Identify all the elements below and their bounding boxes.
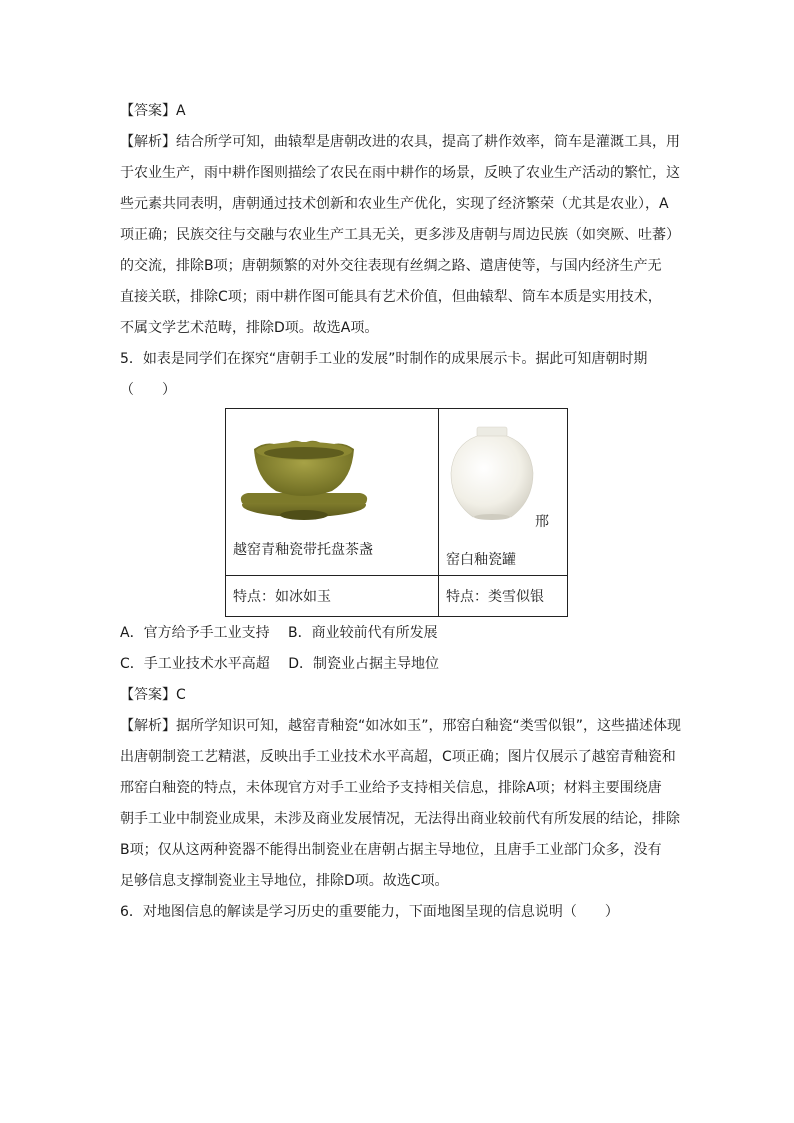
document-body-lower xyxy=(120,618,680,928)
q5-analysis-line: 出唐朝制瓷工艺精湛，反映出手工业技术水平高超，C项正确；图片仅展示了越窑青釉瓷和 xyxy=(120,749,676,765)
q4-analysis-line: 直接关联，排除C项；雨中耕作图可能具有艺术价值，但曲辕犁、筒车本质是实用技术， xyxy=(120,289,662,305)
q5-analysis-line: B项；仅从这两种瓷器不能得出制瓷业在唐朝占据主导地位，且唐手工业部门众多，没有 xyxy=(120,842,662,858)
yue-kiln-caption: 越窑青釉瓷带托盘茶盏 xyxy=(233,542,373,558)
q4-answer: 【答案】A xyxy=(120,103,186,119)
q5-stem-bracket: （ ） xyxy=(120,382,176,398)
celadon-tea-bowl-icon xyxy=(234,427,374,527)
yue-kiln-feature: 特点：如冰如玉 xyxy=(226,576,439,617)
showcase-card-table xyxy=(225,408,568,617)
q4-analysis-line: 于农业生产，雨中耕作图则描绘了农民在雨中耕作的场景，反映了农业生产活动的繁忙，这 xyxy=(120,165,680,181)
card-cell-yue-kiln xyxy=(226,409,439,576)
q4-analysis-line: 项正确；民族交往与交融与农业生产工具无关，更多涉及唐朝与周边民族（如突厥、吐蕃） xyxy=(120,227,680,243)
q6-stem: 6．对地图信息的解读是学习历史的重要能力，下面地图呈现的信息说明（ ） xyxy=(120,904,619,920)
xing-char-caption: 邢 xyxy=(535,514,549,530)
xing-kiln-feature: 特点：类雪似银 xyxy=(439,576,568,617)
xing-kiln-caption: 窑白釉瓷罐 xyxy=(446,552,516,568)
q4-analysis-line: 不属文学艺术范畴，排除D项。故选A项。 xyxy=(120,320,379,336)
q5-answer: 【答案】C xyxy=(120,687,186,703)
white-porcelain-jar-icon xyxy=(447,423,537,523)
q5-stem: 5．如表是同学们在探究“唐朝手工业的发展”时制作的成果展示卡。据此可知唐朝时期 xyxy=(120,351,648,367)
q4-analysis-line: 些元素共同表明，唐朝通过技术创新和农业生产优化，实现了经济繁荣（尤其是农业），A xyxy=(120,196,669,212)
q4-analysis-line: 【解析】结合所学可知，曲辕犁是唐朝改进的农具，提高了耕作效率，筒车是灌溉工具，用 xyxy=(120,134,680,150)
q4-analysis-line: 的交流，排除B项；唐朝频繁的对外交往表现有丝绸之路、遣唐使等，与国内经济生产无 xyxy=(120,258,662,274)
document-body xyxy=(120,96,680,406)
q5-options-row: C．手工业技术水平高超 D．制瓷业占据主导地位 xyxy=(120,656,440,672)
q5-analysis-line: 朝手工业中制瓷业成果，未涉及商业发展情况，无法得出商业较前代有所发展的结论，排除 xyxy=(120,811,680,827)
q5-analysis-line: 足够信息支撑制瓷业主导地位，排除D项。故选C项。 xyxy=(120,873,449,889)
q5-analysis-line: 邢窑白釉瓷的特点，未体现官方对手工业给予支持相关信息，排除A项；材料主要围绕唐 xyxy=(120,780,662,796)
q5-options-row: A．官方给予手工业支持 B．商业较前代有所发展 xyxy=(120,625,438,641)
q5-analysis-line: 【解析】据所学知识可知，越窑青釉瓷“如冰如玉”，邢窑白釉瓷“类雪似银”，这些描述体现 xyxy=(120,718,682,734)
card-cell-xing-kiln xyxy=(439,409,568,576)
